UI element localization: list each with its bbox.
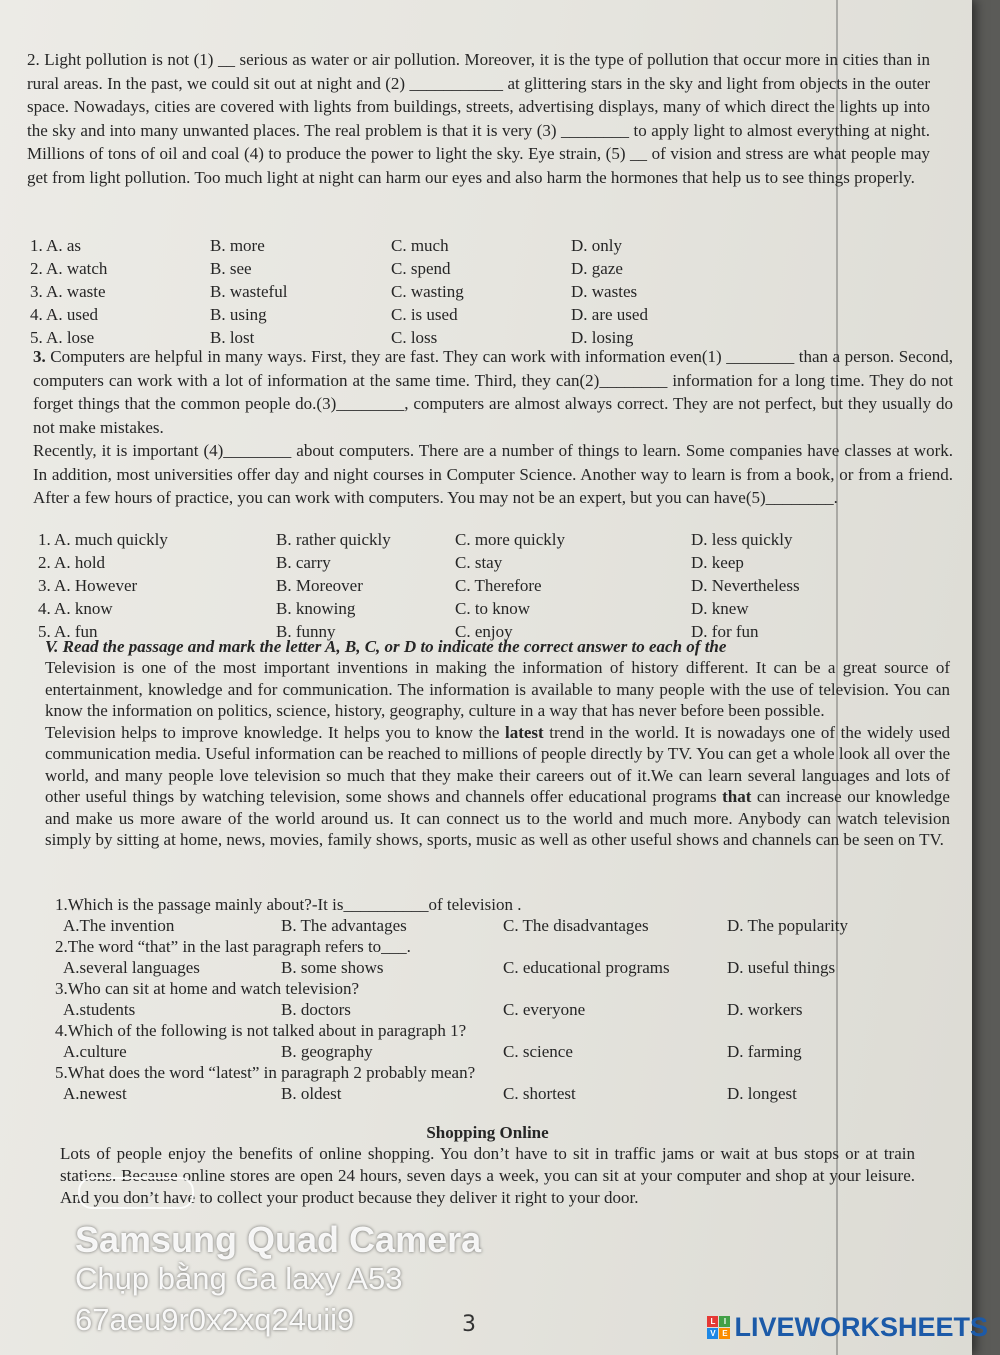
tv-paragraph-1: Television is one of the most important inventions in making the information of history different. It can be a great source of entertainment, knowledge and for communication. The information is available to many people with the use of television. You can know the information on politics, science, history, geography, culture in a way that has never before been possible.	[45, 658, 950, 720]
passage2-opts-q1-option-b: B. more	[210, 236, 265, 255]
passage3-opts-q4-option-b: B. knowing	[276, 599, 356, 618]
passage2-opts-q4-option-d: D. are used	[571, 305, 648, 324]
tv-paragraph-2	[45, 722, 950, 851]
passage2-opts-q3-option-a: 3. A. waste	[30, 282, 106, 301]
passage3-opts-q5-option-b: B. funny	[276, 622, 336, 641]
passage3-opts-q2-option-b: B. carry	[276, 553, 331, 572]
passage2-opts-q1-option-d: D. only	[571, 236, 622, 255]
passage2-opts-q2-option-c: C. spend	[391, 259, 451, 278]
liveworksheets-wordmark: LIVEWORKSHEETS	[734, 1312, 988, 1342]
tv-question-1	[55, 894, 935, 936]
passage-2	[27, 48, 930, 189]
passage2-opts-q2-option-b: B. see	[210, 259, 252, 278]
passage3-opts-q4-option-a: 4. A. know	[38, 599, 113, 618]
passage-2-options	[30, 234, 771, 349]
passage2-opts-q5-option-d: D. losing	[571, 328, 634, 347]
tv-question-2-option-d: D. useful things	[727, 958, 836, 977]
tv-question-3	[55, 978, 935, 1020]
passage2-opts-q1-option-c: C. much	[391, 236, 449, 255]
section-5	[45, 637, 950, 851]
page-number: 3	[462, 1312, 476, 1337]
badge-letter-i: I	[719, 1316, 730, 1327]
tv-question-2-option-c: C. educational programs	[503, 958, 670, 977]
passage-3	[33, 345, 953, 510]
tv-question-4-option-b: B. geography	[281, 1042, 373, 1061]
passage-3-p1-text: Computers are helpful in many ways. First, they are fast. They can work with information even(1) ________ than a person. Second, computers can work with a lot of information at the same time. Third, they can(2)________ information for a long time. They do not forget things that the common people do.(3)________, computers are almost always correct. They are not perfect, but they usually do not make mistakes.	[33, 347, 953, 437]
tv-question-4-stem: 4.Which of the following is not talked about in paragraph 1?	[55, 1021, 467, 1040]
passage2-opts-q4-option-b: B. using	[210, 305, 267, 324]
tv-question-3-stem: 3.Who can sit at home and watch television?	[55, 979, 360, 998]
passage-3-paragraph-1	[33, 345, 953, 439]
badge-letter-v: V	[707, 1328, 718, 1339]
passage3-opts-q5-option-d: D. for fun	[691, 622, 759, 641]
passage3-opts-q4-option-c: C. to know	[455, 599, 531, 618]
passage3-opts-q3-option-c: C. Therefore	[455, 576, 542, 595]
section-5-heading: V. Read the passage and mark the letter A, B, C, or D to indicate the correct answer to each of the	[45, 637, 727, 656]
passage2-opts-q1-option-a: 1. A. as	[30, 236, 81, 255]
tv-question-4-option-a: A.culture	[63, 1042, 127, 1061]
passage3-opts-q1-option-b: B. rather quickly	[276, 530, 391, 549]
passage3-opts-q4-option-d: D. knew	[691, 599, 749, 618]
passage2-opts-q4-option-c: C. is used	[391, 305, 458, 324]
camera-watermark-device: Chụp bằng Ga laxy A53	[75, 1261, 403, 1296]
tv-question-2-option-a: A.several languages	[63, 958, 200, 977]
tv-p2-part-c: can increase our knowledge and make us more aware of the world around us. It can connect us to the world and much more. Anybody can watch television simply by sitting at home, news, movies, family shows, sports, music as well as other useful shows and channels can be seen on TV.	[45, 787, 950, 849]
word-latest: latest	[504, 722, 544, 742]
tv-question-5-option-d: D. longest	[727, 1084, 797, 1103]
scribble-circle	[78, 1177, 194, 1209]
passage2-opts-q2-option-d: D. gaze	[571, 259, 623, 278]
tv-question-5-option-c: C. shortest	[503, 1084, 576, 1103]
passage2-opts-q5-option-c: C. loss	[391, 328, 438, 347]
tv-question-2-option-b: B. some shows	[281, 958, 384, 977]
passage3-opts-q2-option-c: C. stay	[455, 553, 503, 572]
tv-question-5	[55, 1062, 935, 1104]
passage3-opts-q2-option-a: 2. A. hold	[38, 553, 106, 572]
tv-question-5-option-a: A.newest	[63, 1084, 127, 1103]
tv-question-2	[55, 936, 935, 978]
passage2-opts-q3-option-b: B. wasteful	[210, 282, 288, 301]
passage3-opts-q1-option-d: D. less quickly	[691, 530, 793, 549]
tv-questions	[55, 894, 935, 1104]
liveworksheets-logo	[707, 1312, 988, 1343]
tv-question-1-option-b: B. The advantages	[281, 916, 407, 935]
passage2-opts-q5-option-a: 5. A. lose	[30, 328, 95, 347]
passage3-opts-q3-option-a: 3. A. However	[38, 576, 138, 595]
tv-p2-part-a: Television helps to improve knowledge. It helps you to know the	[45, 722, 505, 742]
badge-letter-l: L	[707, 1316, 718, 1327]
tv-question-5-stem: 5.What does the word “latest” in paragraph 2 probably mean?	[55, 1063, 476, 1082]
tv-question-3-option-d: D. workers	[727, 1000, 803, 1019]
camera-watermark-code: 67aeu9r0x2xq24uii9	[75, 1302, 355, 1337]
tv-p2-part-b: trend in the world. It is nowadays one of the widely used communication media. Useful information can be reached to millions of people directly by TV. You can get a whole look all over the world, and many people love television so much that they make their careers out of it.We can learn several languages and lots of other useful things by watching television, some shows and channels offer educational programs	[45, 722, 950, 806]
shopping-online-title: Shopping Online	[426, 1123, 549, 1142]
passage3-opts-q2-option-d: D. keep	[691, 553, 744, 572]
passage3-opts-q5-option-a: 5. A. fun	[38, 622, 98, 641]
passage-3-paragraph-2: Recently, it is important (4)________ about computers. There are a number of things to learn. Some companies have classes at work. In addition, most universities offer day and night courses in Computer Science. Another way to learn is from a book, or from a friend. After a few hours of practice, you can work with computers. You may not be an expert, but you can have(5)________.	[33, 441, 953, 507]
passage3-opts-q3-option-d: D. Nevertheless	[691, 576, 800, 595]
liveworksheets-badge-icon	[707, 1316, 730, 1339]
camera-watermark-model: Samsung Quad Camera	[75, 1219, 482, 1260]
passage3-opts-q3-option-b: B. Moreover	[276, 576, 363, 595]
tv-question-3-option-b: B. doctors	[281, 1000, 351, 1019]
tv-question-1-option-d: D. The popularity	[727, 916, 849, 935]
tv-question-3-option-c: C. everyone	[503, 1000, 586, 1019]
tv-question-1-option-a: A.The invention	[63, 916, 175, 935]
tv-question-4	[55, 1020, 935, 1062]
passage-3-number: 3.	[33, 347, 46, 366]
passage-3-options	[38, 528, 911, 643]
tv-question-4-option-d: D. farming	[727, 1042, 802, 1061]
passage3-opts-q1-option-c: C. more quickly	[455, 530, 566, 549]
passage2-opts-q3-option-d: D. wastes	[571, 282, 638, 301]
tv-question-5-option-b: B. oldest	[281, 1084, 342, 1103]
passage-2-text: 2. Light pollution is not (1) __ serious as water or air pollution. Moreover, it is the type of pollution that occur more in cities than in rural areas. In the past, we could sit out at night and (2) ___________ at glittering stars in the sky and light from objects in the outer space. Nowadays, cities are covered with lights from buildings, streets, advertising displays, many of which direct the lights up into the sky and into many unwanted places. The real problem is that it is very (3) ________ to apply light to almost everything at night. Millions of tons of oil and coal (4) to produce the power to light the sky. Eye strain, (5) __ of vision and stress are what people may get from light pollution. Too much light at night can harm our eyes and also harm the hormones that help us to see things properly.	[27, 50, 930, 187]
passage2-opts-q5-option-b: B. lost	[210, 328, 255, 347]
shopping-online-text: Lots of people enjoy the benefits of online shopping. You don’t have to sit in traffic jams or wait at bus stops or at train stations. Because online stores are open 24 hours, seven days a week, you can sit at your computer and shop at your leisure. And you don’t have to collect your product because they deliver it right to your door.	[60, 1144, 915, 1207]
tv-question-3-option-a: A.students	[63, 1000, 136, 1019]
passage3-opts-q5-option-c: C. enjoy	[455, 622, 513, 641]
badge-letter-e: E	[719, 1328, 730, 1339]
tv-question-4-option-c: C. science	[503, 1042, 573, 1061]
passage3-opts-q1-option-a: 1. A. much quickly	[38, 530, 168, 549]
passage2-opts-q3-option-c: C. wasting	[391, 282, 464, 301]
passage2-opts-q2-option-a: 2. A. watch	[30, 259, 108, 278]
passage2-opts-q4-option-a: 4. A. used	[30, 305, 98, 324]
tv-question-1-stem: 1.Which is the passage mainly about?-It is__________of television .	[55, 895, 522, 914]
tv-question-2-stem: 2.The word “that” in the last paragraph refers to___.	[55, 937, 411, 956]
tv-question-1-option-c: C. The disadvantages	[503, 916, 649, 935]
word-that: that	[722, 787, 752, 806]
